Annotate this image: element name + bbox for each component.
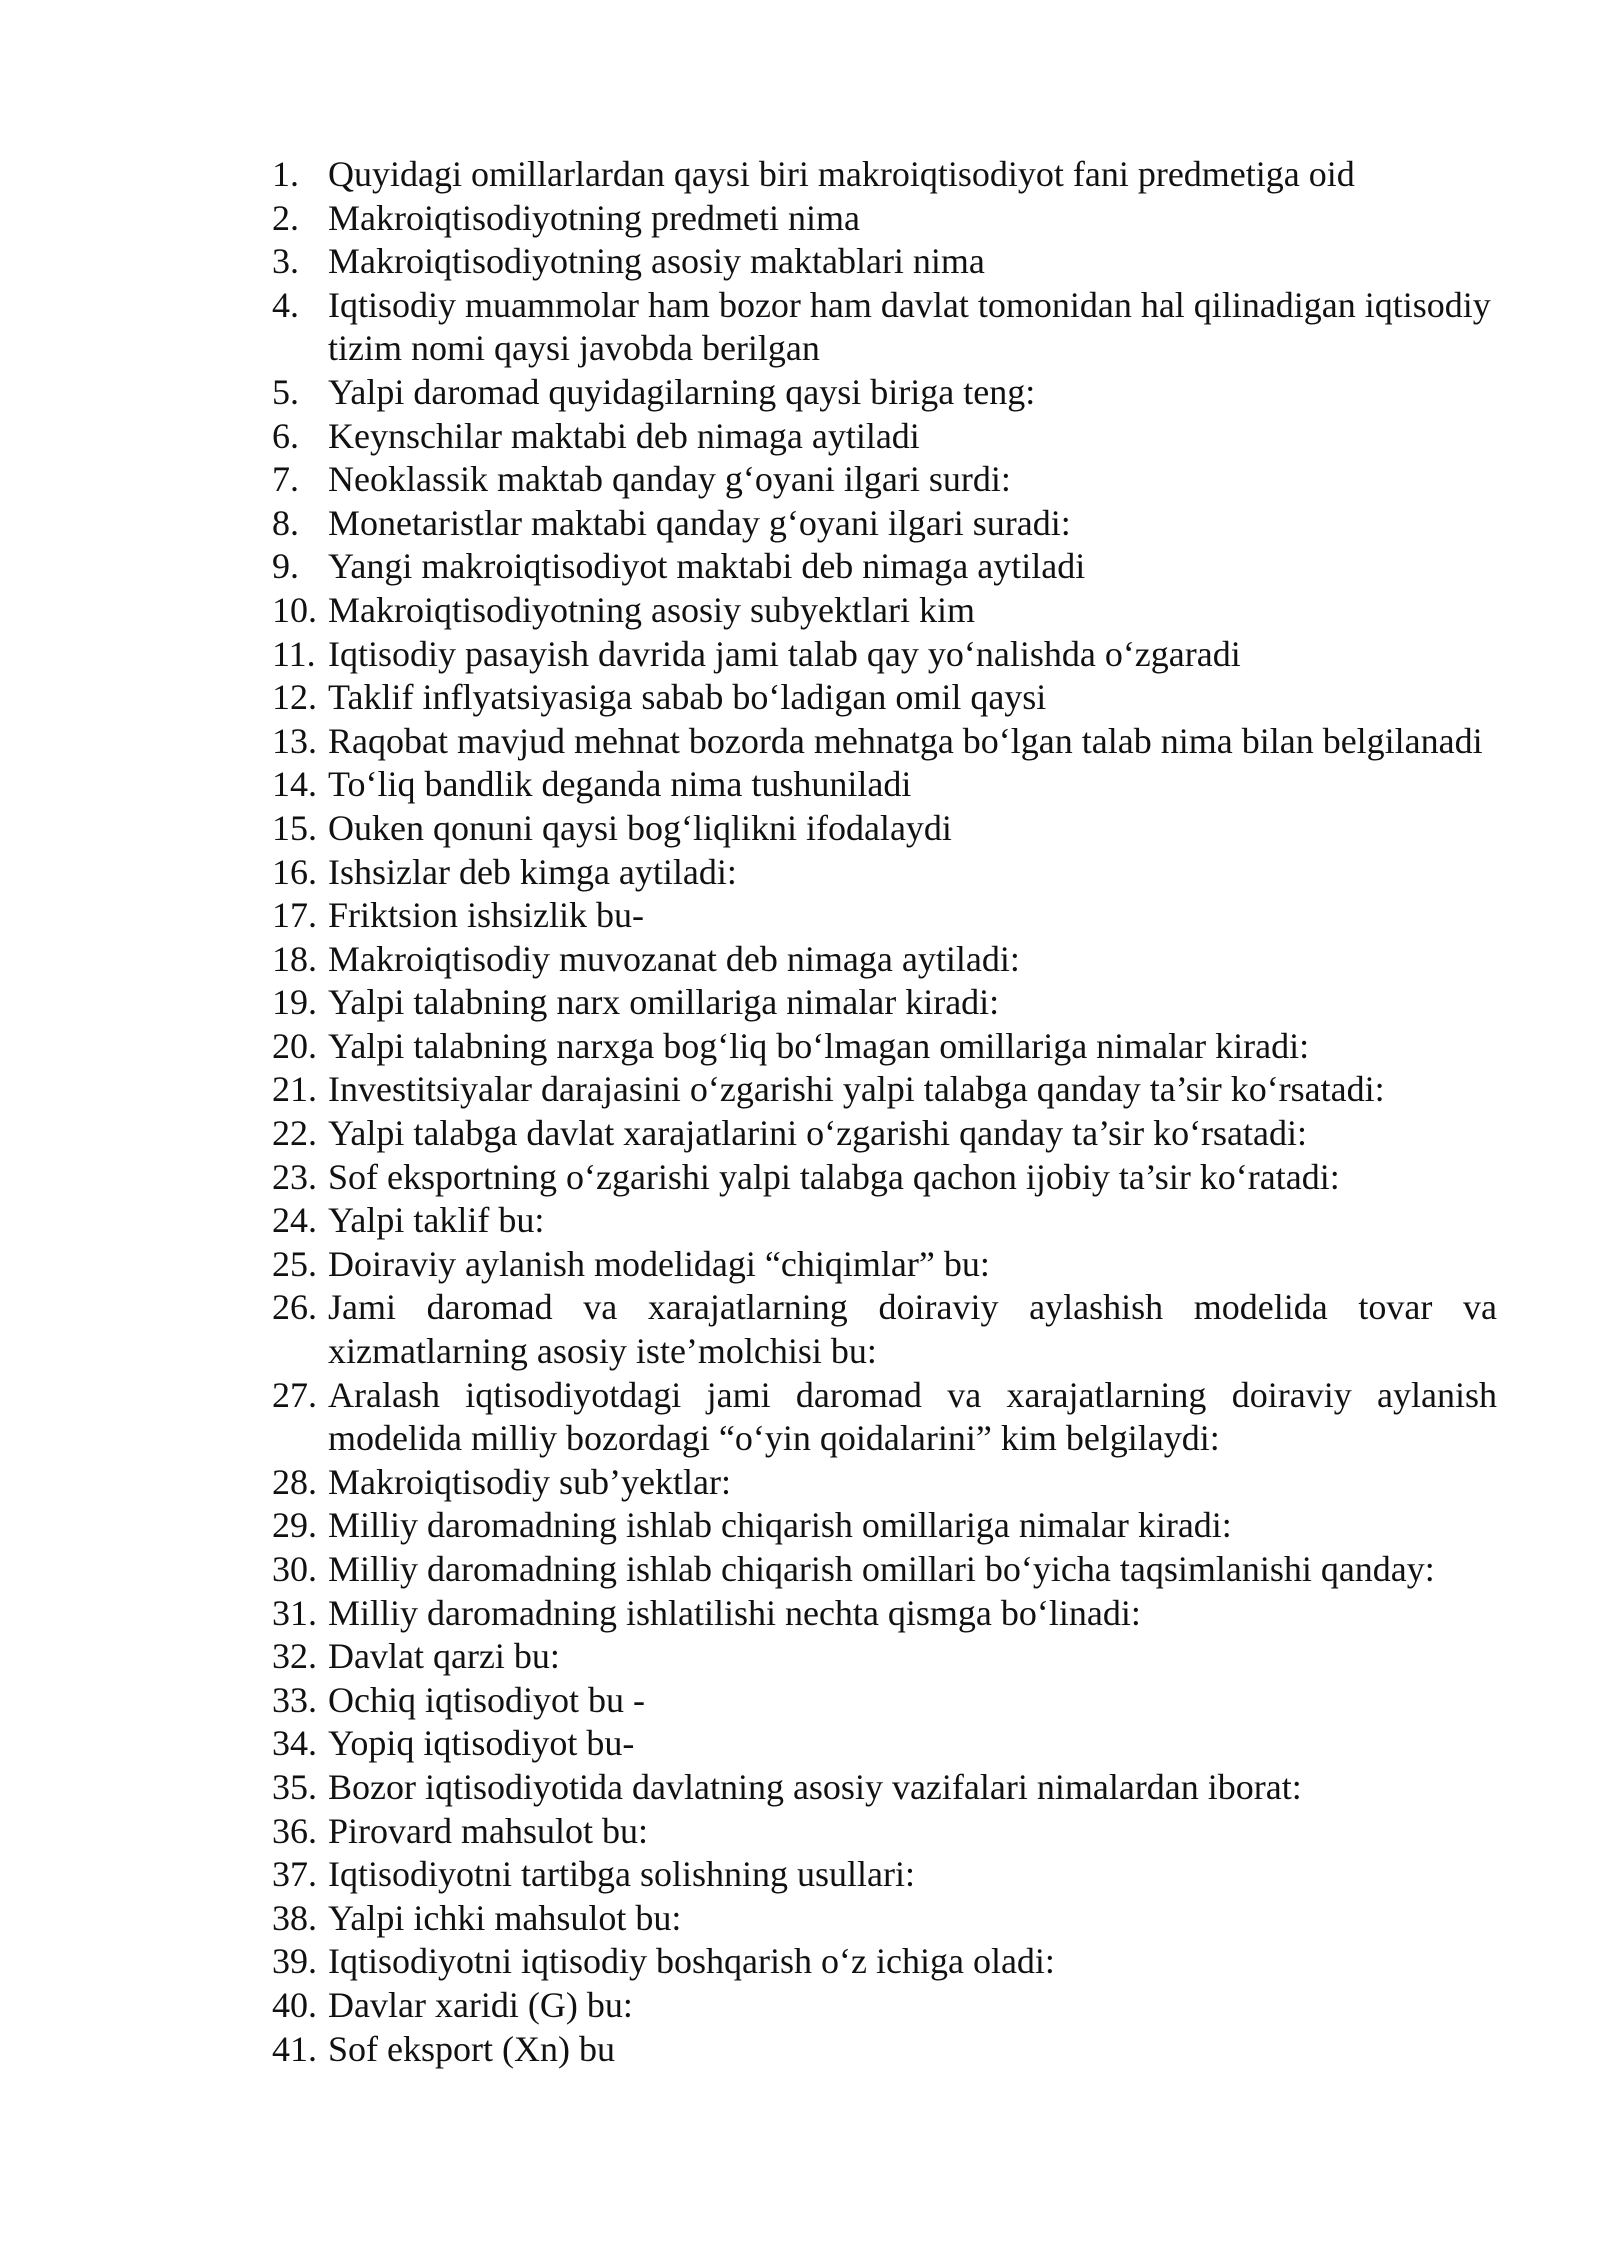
question-text: Davlar xaridi (G) bu: [328,1984,633,2025]
question-number: 21. [272,1069,317,1110]
question-text: Bozor iqtisodiyotida davlatning asosiy vazifalari nimalardan iborat: [328,1766,1302,1807]
question-number: 36. [272,1810,317,1851]
question-item [272,1374,1497,1461]
question-item [272,894,1497,938]
question-item [272,1504,1497,1548]
question-number: 7. [272,459,299,500]
question-item [272,1199,1497,1243]
question-number: 27. [272,1374,317,1415]
question-item [272,502,1497,546]
question-item [272,458,1497,502]
question-text: Makroiqtisodiy muvozanat deb nimaga aytiladi: [328,938,1020,979]
question-number: 41. [272,2028,317,2069]
question-text: Iqtisodiy muammolar ham bozor ham davlat tomonidan hal qilinadigan iqtisodiy tizim nomi qaysi javobda berilgan [328,284,1491,369]
question-text: Friktsion ishsizlik bu- [328,895,645,936]
question-item [272,1635,1497,1679]
question-text: Ochiq iqtisodiyot bu - [328,1679,645,1720]
question-item [272,807,1497,851]
question-item [272,1025,1497,1069]
question-item [272,938,1497,982]
question-item [272,2028,1497,2072]
question-text: Yalpi taklif bu: [328,1200,545,1241]
question-number: 4. [272,284,299,325]
question-item [272,720,1497,764]
question-text: Makroiqtisodiyotning asosiy subyektlari kim [328,589,975,630]
question-text: Keynschilar maktabi deb nimaga aytiladi [328,415,920,456]
question-number: 26. [272,1287,317,1328]
question-text: Milliy daromadning ishlatilishi nechta qismga bo‘linadi: [328,1592,1141,1633]
question-number: 9. [272,546,299,587]
question-text: Makroiqtisodiy sub’yektlar: [328,1461,731,1502]
question-text: Yopiq iqtisodiyot bu- [328,1723,635,1764]
question-item [272,1940,1497,1984]
question-text: Yalpi talabning narx omillariga nimalar kiradi: [328,982,1000,1023]
question-item [272,1722,1497,1766]
question-text: Taklif inflyatsiyasiga sabab bo‘ladigan omil qaysi [328,677,1047,718]
question-text: Jami daromad va xarajatlarning doiraviy aylashish modelida tovar va xizmatlarning asosiy iste’molchisi bu: [328,1287,1497,1372]
question-number: 18. [272,938,317,979]
question-number: 31. [272,1592,317,1633]
question-item [272,371,1497,415]
question-number: 34. [272,1723,317,1764]
question-item [272,240,1497,284]
question-item [272,1112,1497,1156]
question-number: 29. [272,1505,317,1546]
question-text: Milliy daromadning ishlab chiqarish omillariga nimalar kiradi: [328,1505,1232,1546]
question-number: 22. [272,1113,317,1154]
question-text: Ouken qonuni qaysi bog‘liqlikni ifodalaydi [328,807,952,848]
question-number: 23. [272,1156,317,1197]
question-text: Ishsizlar deb kimga aytiladi: [328,851,737,892]
question-number: 10. [272,589,317,630]
question-item [272,1286,1497,1373]
question-item [272,1810,1497,1854]
question-text: Iqtisodiyotni tartibga solishning usullari: [328,1854,915,1895]
question-item [272,1548,1497,1592]
question-item [272,589,1497,633]
question-number: 24. [272,1200,317,1241]
question-text: Yalpi ichki mahsulot bu: [328,1897,682,1938]
question-text: Doiraviy aylanish modelidagi “chiqimlar” bu: [328,1243,990,1284]
question-number: 40. [272,1984,317,2025]
question-text: Sof eksportning o‘zgarishi yalpi talabga qachon ijobiy ta’sir ko‘ratadi: [328,1156,1340,1197]
question-number: 16. [272,851,317,892]
question-text: Iqtisodiyotni iqtisodiy boshqarish o‘z ichiga oladi: [328,1941,1055,1982]
question-item [272,1068,1497,1112]
question-number: 30. [272,1549,317,1589]
question-text: Monetaristlar maktabi qanday g‘oyani ilgari suradi: [328,502,1071,543]
question-text: Sof eksport (Xn) bu [328,2028,615,2069]
question-item [272,545,1497,589]
question-item [272,284,1497,371]
question-item [272,415,1497,459]
question-item [272,1897,1497,1941]
question-number: 39. [272,1941,317,1982]
question-text: Raqobat mavjud mehnat bozorda mehnatga bo‘lgan talab nima bilan belgilanadi [328,720,1483,761]
question-text: Investitsiyalar darajasini o‘zgarishi yalpi talabga qanday ta’sir ko‘rsatadi: [328,1069,1385,1110]
question-item [272,981,1497,1025]
question-text: Makroiqtisodiyotning asosiy maktablari nima [328,241,985,282]
question-item [272,1592,1497,1636]
question-item [272,633,1497,677]
question-text: Pirovard mahsulot bu: [328,1810,648,1851]
question-item [272,1984,1497,2028]
question-number: 12. [272,677,317,718]
question-number: 33. [272,1679,317,1720]
question-number: 15. [272,807,317,848]
question-number: 35. [272,1766,317,1807]
question-number: 32. [272,1636,317,1677]
question-item [272,763,1497,807]
question-item [272,1461,1497,1505]
question-item [272,1243,1497,1287]
question-number: 2. [272,197,299,238]
question-text: To‘liq bandlik deganda nima tushuniladi [328,764,912,805]
question-text: Davlat qarzi bu: [328,1636,560,1677]
question-number: 3. [272,241,299,282]
question-number: 38. [272,1897,317,1938]
question-item [272,1853,1497,1897]
question-text: Yalpi talabga davlat xarajatlarini o‘zgarishi qanday ta’sir ko‘rsatadi: [328,1113,1308,1154]
question-number: 20. [272,1025,317,1066]
question-text: Yalpi talabning narxga bog‘liq bo‘lmagan omillariga nimalar kiradi: [328,1025,1310,1066]
question-text: Iqtisodiy pasayish davrida jami talab qay yo‘nalishda o‘zgaradi [328,633,1241,674]
question-number: 37. [272,1854,317,1895]
question-number: 11. [272,633,316,674]
question-number: 25. [272,1243,317,1284]
question-list [272,153,1497,2071]
question-text: Yalpi daromad quyidagilarning qaysi biriga teng: [328,371,1036,412]
question-number: 1. [272,154,299,194]
question-item [272,1679,1497,1723]
question-item [272,676,1497,720]
question-number: 14. [272,764,317,805]
question-item [272,1156,1497,1200]
question-number: 13. [272,720,317,761]
question-text: Yangi makroiqtisodiyot maktabi deb nimaga aytiladi [328,546,1086,587]
question-text: Aralash iqtisodiyotdagi jami daromad va xarajatlarning doiraviy aylanish modelida milliy bozordagi “o‘yin qoidalarini” kim belgilaydi: [328,1374,1497,1459]
question-number: 17. [272,895,317,936]
question-number: 8. [272,502,299,543]
question-number: 19. [272,982,317,1023]
question-text: Neoklassik maktab qanday g‘oyani ilgari surdi: [328,459,1011,500]
question-number: 6. [272,415,299,456]
question-number: 28. [272,1461,317,1502]
question-item [272,153,1497,197]
question-item [272,1766,1497,1810]
question-number: 5. [272,371,299,412]
question-text: Makroiqtisodiyotning predmeti nima [328,197,860,238]
question-item [272,851,1497,895]
question-item [272,197,1497,241]
question-text: Quyidagi omillarlardan qaysi biri makroiqtisodiyot fani predmetiga oid [328,154,1355,194]
question-text: Milliy daromadning ishlab chiqarish omillari bo‘yicha taqsimlanishi qanday: [328,1549,1435,1589]
